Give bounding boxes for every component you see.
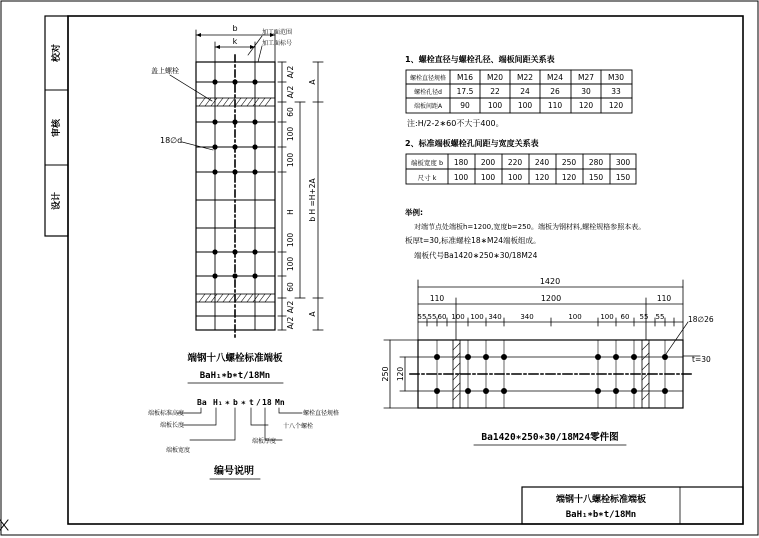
table1-note: 注:H/2-2∗60不大于400。 [407,119,504,128]
side-label-review: 审核 [52,118,62,138]
elev-height-total: 250 [381,366,390,382]
dim-label-11: A/2 [286,316,295,330]
elev-sp-8: 100 [568,313,582,321]
leader-bolt-spec: 螺栓直径规格 [303,410,340,417]
t1-r1-c4: M22 [516,73,534,82]
t2-r2-c3: 100 [480,173,496,182]
t1-r2-c6: 30 [581,87,591,96]
t1-r2-c3: 22 [490,87,500,96]
dim-k-label: k [232,37,238,46]
t1-r2-c7: 33 [611,87,621,96]
elev-sp-6: 340 [488,313,502,321]
t1-r3-c5: 110 [547,101,563,110]
example-block [404,207,645,260]
t1-r3-c2: 90 [460,101,470,110]
t2-r1-c3: 200 [480,158,496,167]
title-block [522,487,743,524]
t1-r2-c4: 24 [520,87,530,96]
code-part-star2: ∗ [241,398,246,407]
t1-r2-c1: 螺栓孔径d [414,89,442,96]
t1-r3-c3: 100 [487,101,503,110]
t2-r1-c5: 240 [534,158,550,167]
annot-bolt-holes: 18∅d [160,136,183,145]
leader-width: 端板宽度 [166,447,191,454]
dim-label-7: 100 [286,232,295,248]
leader-eighteen-bolts: 十八个螺栓 [283,423,314,430]
dim-right-a-top: A [308,79,317,85]
elevation-labels [381,277,714,445]
t1-r1-c6: M27 [577,73,595,82]
annot-machining-range: 加工面范围 [262,29,293,36]
code-part-t: t [249,398,254,407]
table2-heading: 2、标准端板螺栓孔间距与宽度关系表 [405,139,539,148]
numbering-explanation [148,398,339,479]
dim-label-6: H [286,209,295,215]
t1-r2-c5: 26 [550,87,560,96]
elev-sp-4: 100 [451,313,465,321]
t1-r1-c7: M30 [607,73,625,82]
t1-r1-c1: 螺栓直径规格 [409,75,447,82]
dim-label-9: 60 [286,282,295,292]
elev-sp-3: 60 [437,313,447,321]
elev-sp-11: 55 [639,313,649,321]
annot-machining-mark: 加工面标号 [262,40,293,47]
t2-r1-c6: 250 [561,158,577,167]
t2-r1-c1: 端板宽度 b [410,159,444,167]
t2-r1-c7: 280 [588,158,604,167]
elevation-caption: Ba1420∗250∗30/18M24零件图 [481,432,619,443]
side-label-design: 设计 [52,191,62,211]
t1-r3-c7: 120 [608,101,624,110]
table1 [405,54,632,128]
code-part-ba: Ba [197,398,207,407]
t2-r2-c2: 100 [453,173,469,182]
dim-right-height: b H =H+2A [308,178,317,222]
table2 [405,138,636,184]
leader-thickness: 端板厚度 [252,438,277,445]
dim-label-8: 100 [286,256,295,272]
plate-annotations [151,24,317,383]
dim-label-10: A/2 [286,300,295,314]
leader-std-height: 端板标准高度 [148,410,185,417]
t1-r3-c1: 端板间距A [413,103,443,110]
code-part-star1: ∗ [225,398,230,407]
t2-r2-c5: 120 [534,173,550,182]
side-label-check: 校对 [52,43,62,63]
plate-diagram [170,30,323,338]
outer-border [1,1,758,535]
elev-sp-2: 55 [427,313,437,321]
example-line-3: 端板代号Ba1420∗250∗30/18M24 [414,251,538,260]
t1-r1-c2: M16 [456,73,474,82]
title-block-name: 端钢十八螺栓标准端板 [555,495,647,505]
t2-r1-c8: 300 [615,158,631,167]
t2-r2-c1: 尺寸 k [417,174,437,182]
code-part-mn: Mn [275,398,285,407]
code-part-18: 18 [262,398,272,407]
t2-r2-c6: 120 [561,173,577,182]
t2-r2-c4: 100 [507,173,523,182]
example-line-2: 板厚t=30,标准螺栓18∗M24端板组成。 [405,236,541,245]
elev-overall: 1420 [539,277,561,286]
elev-height-inner: 120 [396,366,405,382]
dim-label-1: A/2 [286,65,295,79]
dim-label-4: 100 [286,126,295,142]
code-part-slash: / [256,398,261,407]
elev-inner: 1200 [540,294,562,303]
t2-r1-c4: 220 [507,158,523,167]
leader-length: 端板长度 [160,422,185,429]
dim-label-5: 100 [286,152,295,168]
annot-cover-bolt: 盖上螺栓 [151,67,179,75]
elev-edge-left: 110 [429,294,445,303]
dim-label-2: A/2 [286,85,295,99]
elev-sp-1: 55 [417,313,427,321]
numbering-title: 编号说明 [214,466,254,477]
dim-right-a-bottom: A [308,311,317,317]
elev-bolt-label: 18∅26 [688,315,714,324]
title-block-code: BaH₁∗b∗t/18Mn [565,510,637,520]
t2-r2-c7: 150 [588,173,604,182]
t1-r2-c2: 17.5 [456,87,474,96]
elev-sp-9: 100 [600,313,614,321]
t1-r3-c4: 100 [517,101,533,110]
elev-edge-right: 110 [656,294,672,303]
table1-heading: 1、螺栓直径与螺栓孔径、端板间距关系表 [405,55,555,64]
code-part-h: H₁ [213,398,223,407]
t1-r1-c5: M24 [546,73,564,82]
dim-b-label: b [232,24,238,33]
example-line-1: 对端节点处端板h=1200,宽度b=250。端板为钢材料,螺栓规格参照本表。 [414,223,646,231]
dim-label-3: 60 [286,107,295,117]
plate-caption: 端钢十八螺栓标准端板 [187,353,283,364]
t1-r1-c3: M20 [486,73,504,82]
elev-sp-7: 340 [520,313,534,321]
elev-sp-12: 55 [655,313,665,321]
code-part-b: b [233,398,238,407]
t1-r3-c6: 120 [578,101,594,110]
t2-r1-c2: 180 [453,158,469,167]
elev-sp-10: 60 [620,313,630,321]
plate-caption-code: BaH₁∗b∗t/18Mn [199,371,271,381]
elev-sp-5: 100 [470,313,484,321]
elev-thickness: t=30 [692,355,711,364]
example-label: 举例: [405,208,423,217]
side-strip [45,16,68,236]
t2-r2-c8: 150 [615,173,631,182]
